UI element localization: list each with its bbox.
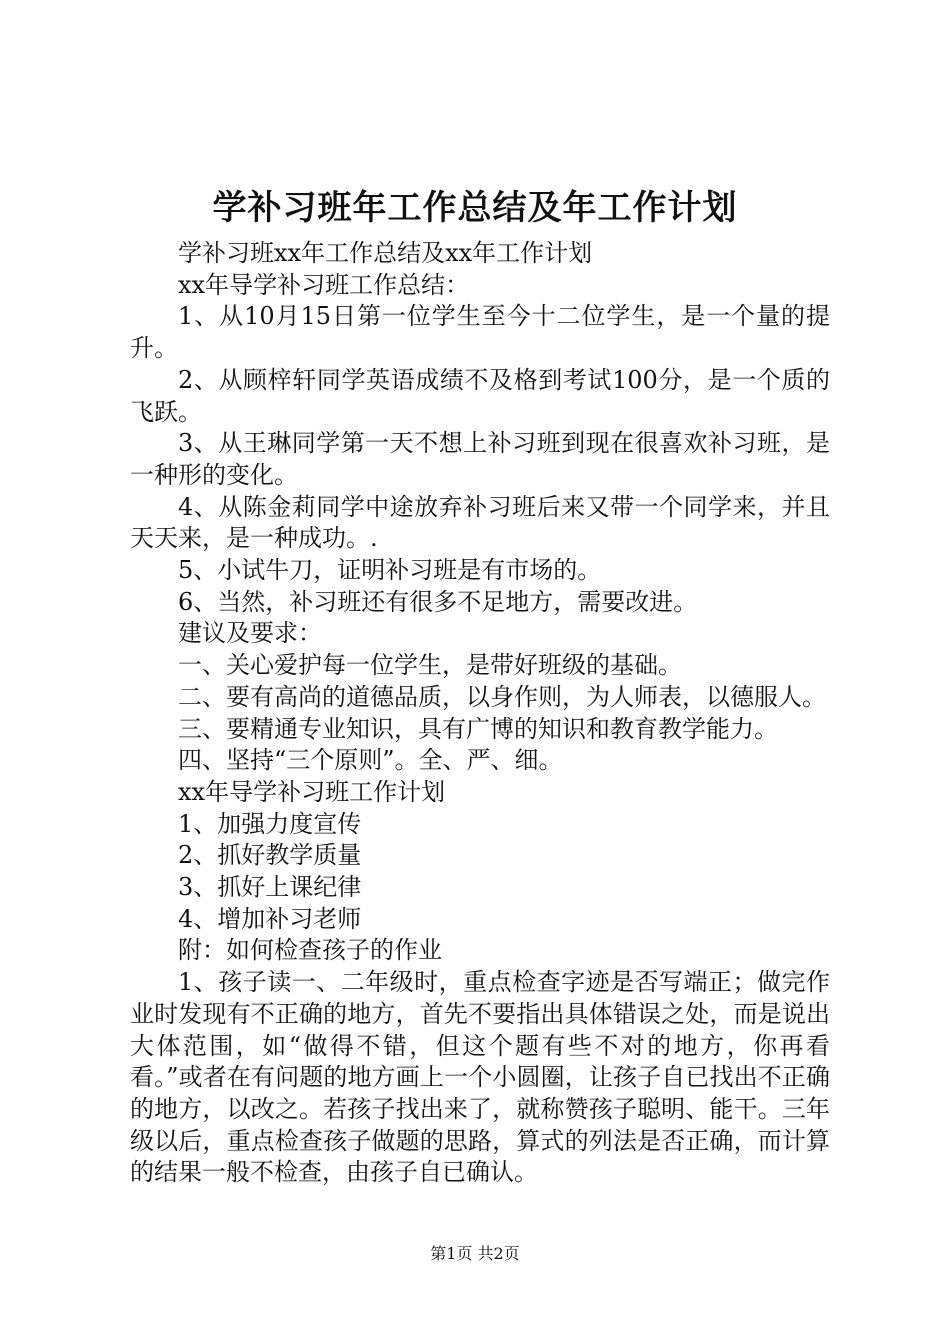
paragraph-11: 二、要有高尚的道德品质，以身作则，为人师表，以德服人。 bbox=[178, 682, 826, 711]
paragraph-6: 4、从陈金莉同学中途放弃补习班后来又带一个同学来，并且天天来，是一种成功。. bbox=[130, 492, 830, 553]
paragraph-10: 一、关心爱护每一位学生，是带好班级的基础。 bbox=[178, 651, 682, 680]
paragraph-12: 三、要精通专业知识，具有广博的知识和教育教学能力。 bbox=[178, 714, 778, 743]
document-body bbox=[130, 238, 830, 1189]
paragraph-17: 3、抓好上课纪律 bbox=[178, 873, 362, 902]
paragraph-7: 5、小试牛刀，证明补习班是有市场的。 bbox=[178, 556, 602, 585]
paragraph-14: xx年导学补习班工作计划 bbox=[178, 777, 446, 806]
paragraph-2: xx年导学补习班工作总结： bbox=[178, 270, 470, 299]
document-title: 学补习班年工作总结及年工作计划 bbox=[212, 188, 738, 228]
paragraph-3: 1、从10月15日第一位学生至今十二位学生，是一个量的提升。 bbox=[130, 302, 830, 363]
paragraph-13: 四、坚持“三个原则”。全、严、细。 bbox=[178, 746, 563, 775]
paragraph-18: 4、增加补习老师 bbox=[178, 904, 362, 933]
paragraph-20: 1、孩子读一、二年级时，重点检查字迹是否写端正；做完作业时发现有不正确的地方，首先不要指出具体错误之处，而是说出大体范围，如“做得不错，但这个题有些不对的地方，你再看看。”或者在有问题的地方画上一个小圆圈，让孩子自已找出不正确的地方，以改之。若孩子找出来了，就称赞孩子聪明、能干。三年级以后，重点检查孩子做题的思路，算式的列法是否正确，而计算的结果一般不检查，由孩子自已确认。 bbox=[130, 968, 830, 1187]
paragraph-15: 1、加强力度宣传 bbox=[178, 809, 362, 838]
paragraph-19: 附：如何检查孩子的作业 bbox=[178, 936, 442, 965]
paragraph-8: 6、当然，补习班还有很多不足地方，需要改进。 bbox=[178, 587, 698, 616]
paragraph-9: 建议及要求： bbox=[178, 619, 322, 648]
paragraph-1: 学补习班xx年工作总结及xx年工作计划 bbox=[178, 239, 593, 267]
paragraph-4: 2、从顾梓轩同学英语成绩不及格到考试100分，是一个质的飞跃。 bbox=[130, 365, 830, 426]
paragraph-5: 3、从王琳同学第一天不想上补习班到现在很喜欢补习班，是一种形的变化。 bbox=[130, 429, 830, 489]
page-footer: 第1页 共2页 bbox=[430, 1244, 520, 1263]
paragraph-16: 2、抓好教学质量 bbox=[178, 841, 362, 870]
